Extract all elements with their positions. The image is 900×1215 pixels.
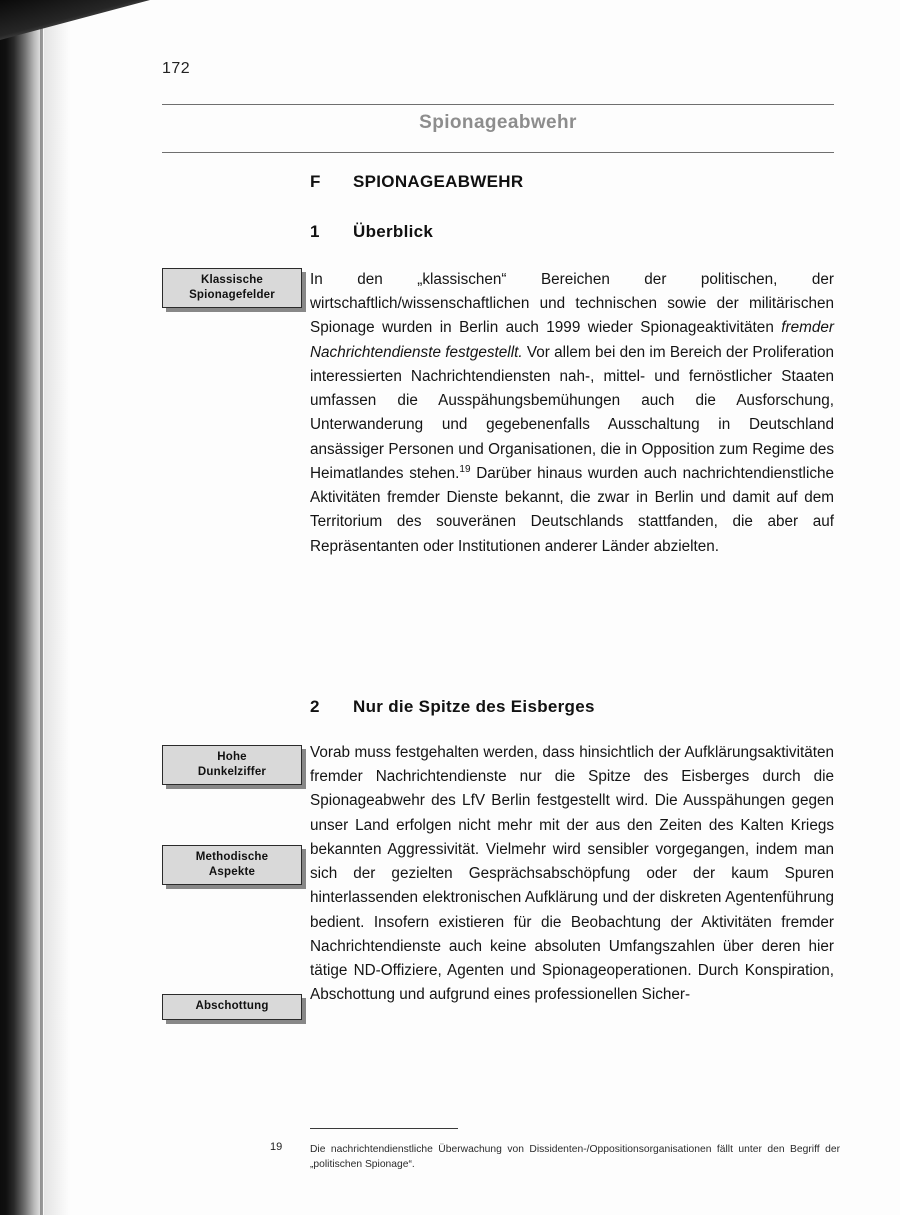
margin-note-line-1: Klassische [200, 274, 264, 286]
margin-note-line-1: Methodische [195, 851, 269, 863]
section-2-title: Nur die Spitze des Eisberges [353, 697, 595, 716]
section-2-number: 2 [310, 697, 320, 716]
margin-note-line-2: Dunkelziffer [197, 765, 267, 778]
margin-note-line-1: Abschottung [195, 1000, 269, 1012]
section-f-title: SPIONAGEABWEHR [353, 172, 524, 191]
page-edge-line [40, 0, 43, 1215]
footnote-number: 19 [270, 1141, 283, 1153]
page-number: 172 [162, 60, 191, 77]
section-f-number: F [310, 172, 321, 191]
margin-note-abschottung [162, 994, 302, 1020]
margin-note-hohe-dunkelziffer [162, 745, 302, 785]
page-content [120, 0, 840, 1215]
section-1-number: 1 [310, 222, 320, 241]
margin-note-line-2: Spionagefelder [189, 288, 275, 301]
footnote-text: Die nachrichtendienstliche Überwachung von Dissidenten-/Oppositionsorganisationen fällt unter den Begriff der „politischen Spionage“. [310, 1144, 840, 1171]
body-paragraph-1: In den „klassischen“ Bereichen der politischen, der wirtschaftlich/wissenschaftlichen und technischen sowie der militärischen Spionage wurden in Berlin auch 1999 wieder Spionageaktivitäten fremder Nachrichtendienste festgestellt. Vor allem bei den im Bereich der Proliferation interessierten Nachrichtendiensten nah-, mittel- und fernöstlicher Staaten umfassen die Ausspähungsbemühungen auch die Ausforschung, Unterwanderung und gegebenenfalls Ausschaltung in Deutschland ansässiger Personen und Organisationen, die in Opposition zum Regime des Heimatlandes stehen.$^{19}$ Darüber hinaus wurden auch nachrichtendienstliche Aktivitäten fremder Dienste bekannt, die zwar in Berlin und damit auf dem Territorium des souveränen Deutschlands stattfanden, die aber auf Repräsentanten oder Institutionen anderer Länder abzielten. [310, 271, 835, 555]
section-1-title: Überblick [353, 222, 434, 241]
header-rule-bottom [162, 152, 834, 153]
scan-gutter-shadow [0, 0, 44, 1215]
footnote-rule [310, 1128, 458, 1129]
margin-note-line-1: Hohe [217, 751, 247, 763]
header-rule-top [162, 104, 834, 105]
margin-note-line-2: Aspekte [208, 865, 256, 878]
running-head: Spionageabwehr [419, 112, 577, 133]
margin-note-klassische-spionagefelder [162, 268, 302, 308]
scan-gutter-gradient [44, 0, 70, 1215]
margin-note-methodische-aspekte [162, 845, 302, 885]
body-paragraph-2: Vorab muss festgehalten werden, dass hinsichtlich der Aufklärungsaktivitäten fremder Nachrichtendienste nur die Spitze des Eisberges durch die Spionageabwehr des LfV Berlin festgestellt wird. Die Ausspähungen gegen unser Land erfolgen nicht mehr mit der aus den Zeiten des Kalten Kriegs bekannten Aggressivität. Vielmehr wird sensibler vorgegangen, indem man sich der gezielten Gesprächsabschöpfung oder der kaum Spuren hinterlassenden elektronischen Aufklärung und der diskreten Agentenführung bedient. Insofern existieren für die Beobachtung der Aktivitäten fremder Nachrichtendienste auch keine absoluten Umfangszahlen über deren hier tätige ND-Offiziere, Agenten und Spionageoperationen. Durch Konspiration, Abschottung und aufgrund eines professionellen Sicher- [310, 744, 834, 1004]
